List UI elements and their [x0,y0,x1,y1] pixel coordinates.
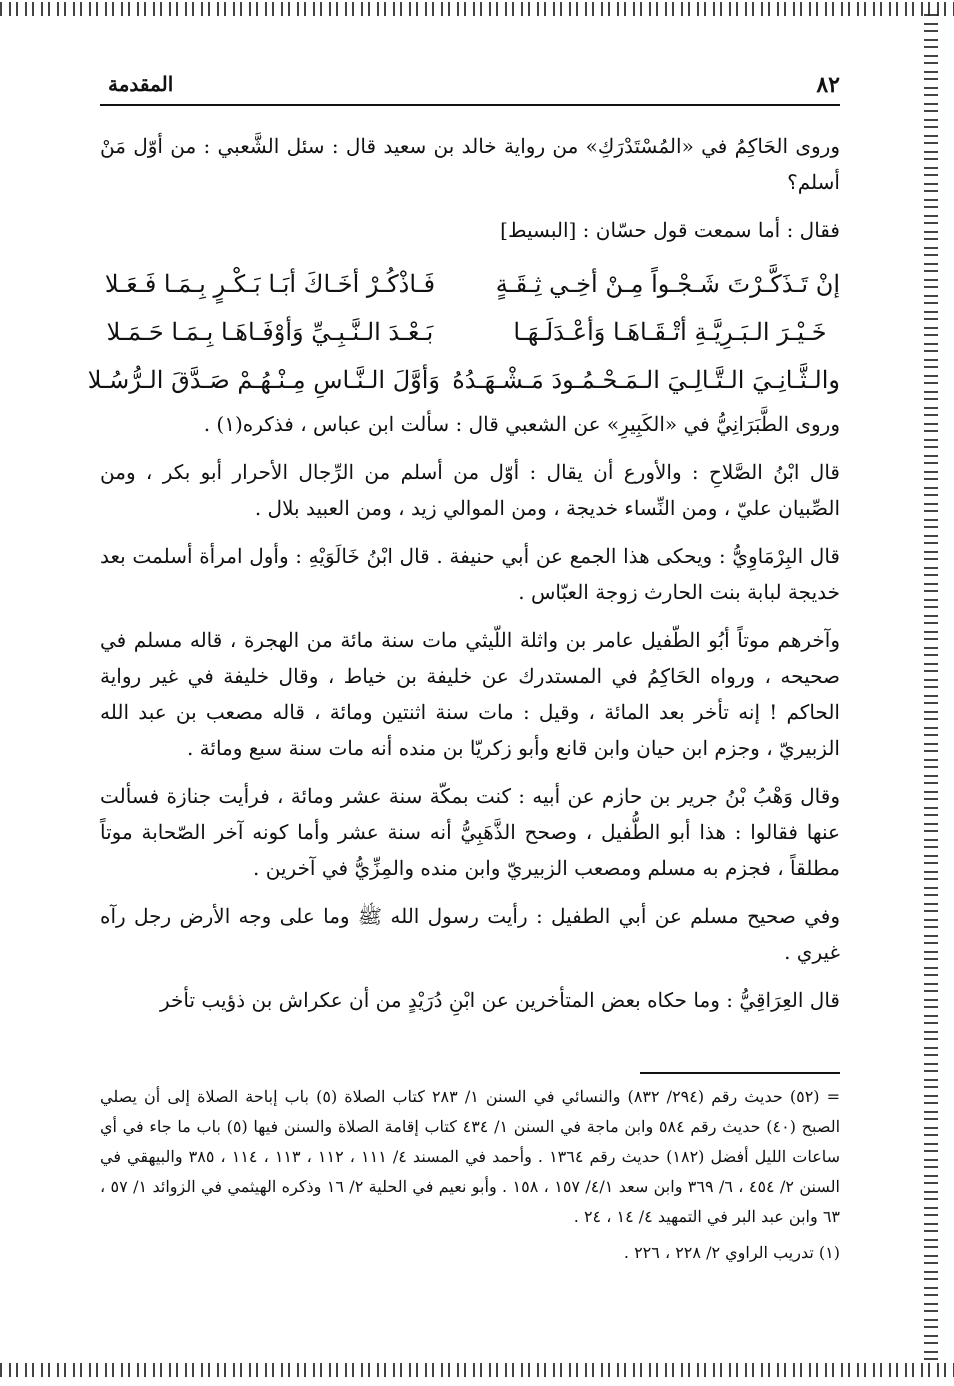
paragraph-2: فقال : أما سمعت قول حسّان : [البسيط] [500,218,840,242]
verse-3-left-hemistich: وَأوَّلَ الـنَّـاسِ مِـنْـهُـمْ صَـدَّقَ الـرُّسُـلا [87,366,440,394]
paragraph-8: وفي صحيح مسلم عن أبي الطفيل : رأيت رسول الله ﷺ وما على وجه الأرض رجل رآه غيري . [100,904,840,964]
decorative-top-border [0,2,954,16]
verse-line-1 [100,260,840,308]
footnote-rule [640,1072,840,1074]
poem [87,260,840,404]
book-page [87,60,841,1360]
verse-1-right-hemistich: إنْ تَـذَكَّـرْتَ شَـجْـواً مِـنْ أخِـي ثِـقَـةٍ [495,270,840,298]
paragraph-5: قال البِرْمَاوِيُّ : ويحكى هذا الجمع عن أبي حنيفة . قال ابْنُ خَالَوَيْهِ : وأول امرأة أسلمت بعد خديجة لبابة بنت الحارث زوجة العبّاس . [100,544,840,604]
paragraph-9: قال العِرَاقِيُّ : وما حكاه بعض المتأخرين عن ابْنِ دُرَيْدٍ من أن عكراش بن ذؤيب تأخر [159,988,840,1012]
main-text [87,128,840,1030]
verse-line-2 [100,308,840,356]
verse-2-left-hemistich: بَـعْـدَ الـنَّـبِـيِّ وَأوْفَـاهَـا بِـمَـا حَـمَـلا [106,318,434,346]
decorative-side-border [924,14,938,1364]
paragraph-7: وقال وَهْبُ بْنُ جرير بن حازم عن أبيه : كنت بمكّة سنة عشر ومائة ، فرأيت جنازة فسألت عنها فقالوا : هذا أبو الطُّفيل ، وصحح الذَّهَبِيُّ أنه سنة عشر وأما كونه آخر الصّحابة موتاً مطلقاً ، فجزم به مسلم ومصعب الزبيريّ وابن منده والمِزِّيُّ في آخرين . [100,784,840,880]
footnote-1: (١) تدريب الراوي ٢/ ٢٢٨ ، ٢٢٦ . [623,1243,840,1262]
verse-line-3 [87,356,840,404]
verse-2-right-hemistich: خَـيْـرَ الـبَـرِيَّـةِ أتْـقَـاهَـا وَأعْـدَلَـهَـا [513,318,827,346]
verse-1-left-hemistich: فَـاذْكُـرْ أخَـاكَ أبَـا بَـكْـرٍ بِـمَـا فَـعَـلا [104,270,436,298]
paragraph-1: وروى الحَاكِمُ في «المُسْتَدْرَكِ» من رواية خالد بن سعيد قال : سئل الشَّعبي : من أوّل مَنْ أسلم؟ [100,134,840,194]
verse-3-right-hemistich: والـثَّـانِـيَ الـتَّـالِـيَ الـمَـحْـمُـودَ مَـشْـهَـدُهُ [452,366,840,394]
decorative-bottom-border [0,1363,954,1377]
paragraph-3: وروى الطَّبَرَانِيُّ في «الكَبِيرِ» عن الشعبي قال : سألت ابن عباس ، فذكره(١) . [203,412,840,436]
paragraph-4: قال ابْنُ الصَّلاحِ : والأورع أن يقال : أوّل من أسلم من الرِّجال الأحرار أبو بكر ، ومن الصِّبيان عليّ ، ومن النِّساء خديجة ، ومن الموالي زيد ، ومن العبيد بلال . [100,460,840,520]
running-title: المقدمة [108,72,174,96]
footnotes [100,1072,840,1268]
paragraph-6: وآخرهم موتاً أبُو الطّفيل عامر بن واثلة اللّيثي مات سنة مائة من الهجرة ، قاله مسلم في صحيحه ، ورواه الحَاكِمُ في المستدرك عن خليفة بن خياط ، وقال خليفة في غير رواية الحاكم ! إنه تأخر بعد المائة ، وقيل : مات سنة اثنتين ومائة ، قاله مصعب بن عبد الله الزبيريّ ، وجزم ابن حيان وابن قانع وأبو زكريّا بن منده أنه مات سنة سبع ومائة . [100,628,840,760]
footnote-continued: = (٥٢) حديث رقم (٢٩٤/ ٨٣٢) والنسائي في السنن ١/ ٢٨٣ كتاب الصلاة (٥) باب إباحة الصلاة إلى أن يصلي الصبح (٤٠) حديث رقم ٥٨٤ وابن ماجة في السنن ١/ ٤٣٤ كتاب إقامة الصلاة والسنن فيها (٥) باب ما جاء في أي ساعات الليل أفضل (١٨٢) حديث رقم ١٣٦٤ . وأحمد في المسند ٤/ ١١١ ، ١١٢ ، ١١٣ ، ١١٤ ، ٣٨٥ والبيهقي في السنن ٢/ ٤٥٤ ، ٦/ ٣٦٩ وابن سعد ٤/١/ ١٥٧ ، ١٥٨ . وأبو نعيم في الحلية ٢/ ١٦ وذكره الهيثمي في الزوائد ١/ ٥٧ ، ٦٣ وابن عبد البر في التمهيد ٤/ ١٤ ، ٢٤ . [100,1087,841,1226]
header-rule [100,104,840,106]
page-number: ٨٢ [816,72,840,98]
page-header [100,72,840,102]
